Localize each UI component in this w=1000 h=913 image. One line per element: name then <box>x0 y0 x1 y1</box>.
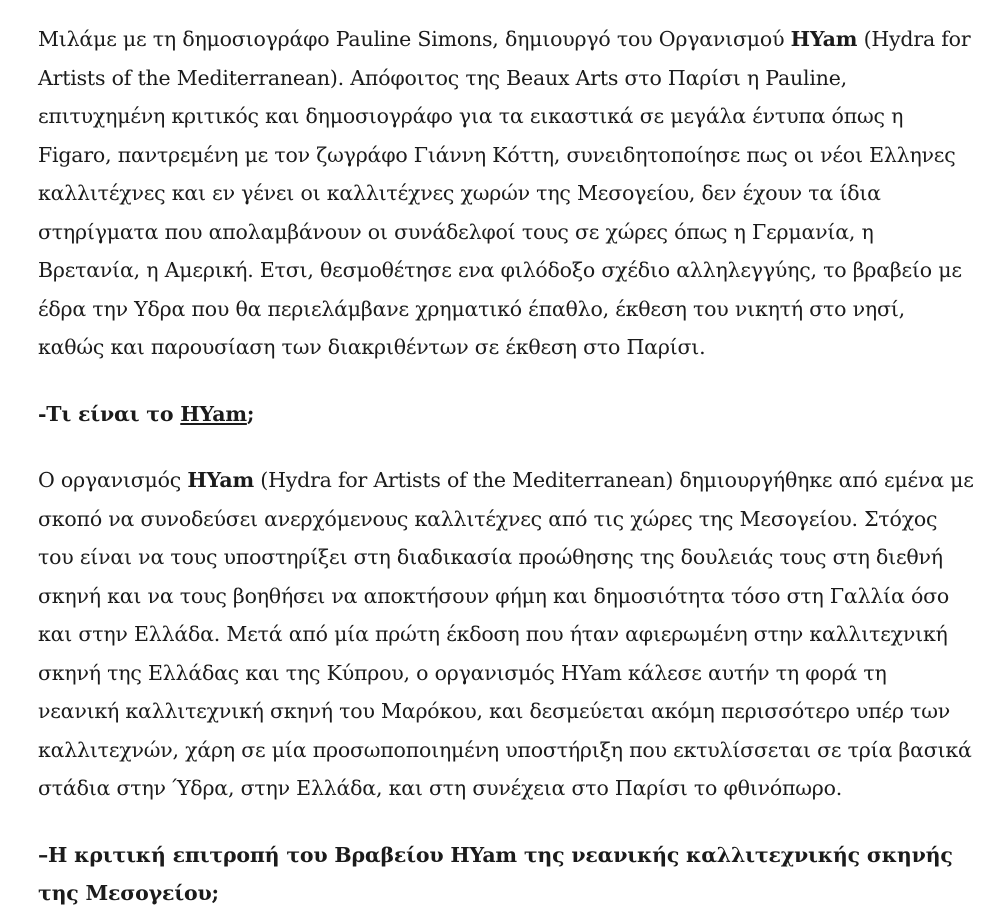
hyam-underlined-text: HYam <box>180 401 247 426</box>
text-segment: (Hydra for Artists of the Mediterranean). Απόφοιτος της Beaux Arts στο Παρίσι η Pauline, επιτυχημένη κριτικός και δημοσιογράφο για τα εικαστικά σε μεγάλα έντυπα όπως η Figaro, παντρεμένη με τον ζωγράφο Γιάννη Κόττη, συνειδητοποίησε πως οι νέοι Ελληνες καλλιτέχνες και εν γένει οι καλλιτέχνες χωρών της Μεσογείου, δεν έχουν τα ίδια στηρίγματα που απολαμβάνουν οι συνάδελφοί τους σε χώρες όπως η Γερμανία, η Βρετανία, η Αμερική. Ετσι, θεσμοθέτησε ενα φιλόδοξο σχέδιο αλληλεγγύης, το βραβείο με έδρα την Υδρα που θα περιελάμβανε χρηματικό έπαθλο, έκθεση του νικητή στο νησί, καθώς και παρουσίαση των διακριθέντων σε έκθεση στο Παρίσι. <box>38 27 971 359</box>
text-segment: –Η κριτική επιτροπή του Βραβείου HYam της νεανικής καλλιτεχνικής σκηνής της Μεσογείου; <box>38 842 953 905</box>
text-segment: -Τι είναι το <box>38 401 181 426</box>
text-segment: ; <box>246 401 255 426</box>
text-segment: Ο οργανισμός <box>38 468 188 492</box>
interview-question <box>38 836 974 913</box>
article-paragraph <box>38 20 974 367</box>
text-segment: (Hydra for Artists of the Mediterranean) δημιουργήθηκε από εμένα με σκοπό να συνοδεύσει ανερχόμενους καλλιτέχνες από τις χώρες της Μεσογείου. Στόχος του είναι να τους υποστηρίξει στη διαδικασία προώθησης της δουλειάς τους στη διεθνή σκηνή και να τους βοηθήσει να αποκτήσουν φήμη και δημοσιότητα τόσο στη Γαλλία όσο και στην Ελλάδα. Μετά από μία πρώτη έκδοση που ήταν αφιερωμένη στην καλλιτεχνική σκηνή της Ελλάδας και της Κύπρου, ο οργανισμός HYam κάλεσε αυτήν τη φορά τη νεανική καλλιτεχνική σκηνή του Μαρόκου, και δεσμεύεται ακόμη περισσότερο υπέρ των καλλιτεχνών, χάρη σε μία προσωποποιημένη υποστήριξη που εκτυλίσσεται σε τρία βασικά στάδια στην Ύδρα, στην Ελλάδα, και στη συνέχεια στο Παρίσι το φθινόπωρο. <box>38 468 974 800</box>
interview-question <box>38 395 974 434</box>
text-segment: HYam <box>790 27 858 51</box>
text-segment: HYam <box>187 468 254 492</box>
text-segment: Μιλάμε με τη δημοσιογράφο Pauline Simons, δημιουργό του Οργανισμού <box>38 27 791 51</box>
article-paragraph <box>38 461 974 808</box>
